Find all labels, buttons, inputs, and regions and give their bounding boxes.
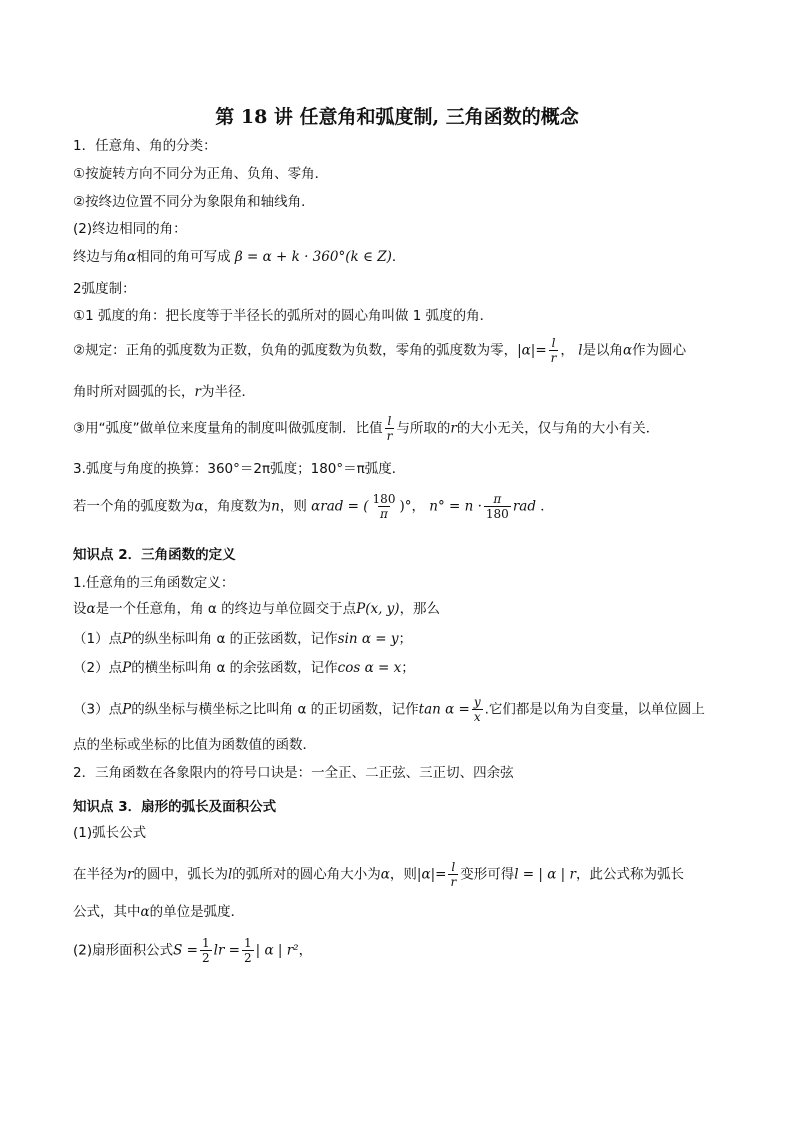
- text-segment: (2)扇形面积公式: [73, 942, 174, 959]
- text-line-2: ①按旋转方向不同分为正角、负角、零角．: [73, 166, 329, 182]
- text-segment: 变形可得: [460, 866, 515, 883]
- text-segment: ②规定：正角的弧度数为正数，负角的弧度数为负数，零角的弧度数为零，: [73, 342, 518, 359]
- text-segment: 相同的角可写成: [136, 249, 231, 265]
- fraction-denominator: π: [380, 507, 388, 521]
- math-p: P: [122, 631, 132, 647]
- math-r: r: [127, 866, 134, 883]
- text-segment: .它们都是以角为自变量，以单位圆上: [484, 701, 705, 718]
- fraction-denominator: 2: [244, 951, 252, 965]
- fraction-numerator: 1: [244, 936, 252, 950]
- text-line-1: 1．任意角、角的分类：: [73, 138, 217, 154]
- text-segment: ；: [401, 660, 415, 676]
- math-fraction: [448, 860, 458, 889]
- text-segment: ．: [391, 249, 406, 265]
- text-segment: 的大小无关，仅与角的大小有关．: [456, 420, 660, 437]
- math-formula: )°: [399, 498, 412, 515]
- fraction-denominator: r: [450, 875, 457, 889]
- text-line-4: (2)终边相同的角：: [73, 221, 187, 237]
- math-fraction: [200, 936, 212, 965]
- fraction-denominator: 2: [201, 951, 210, 965]
- text-segment: ．: [540, 498, 554, 515]
- text-line-5: [73, 248, 405, 266]
- text-line-22: [73, 903, 244, 921]
- text-line-10: [73, 414, 659, 443]
- text-segment: （3）点: [73, 701, 123, 718]
- section-heading-3: 知识点 3．扇形的弧长及面积公式: [73, 799, 277, 815]
- text-segment: 为半径．: [200, 384, 255, 400]
- text-line-11: 3.弧度与角度的换算：360°＝2π弧度；180°＝π弧度．: [73, 461, 406, 477]
- math-fraction: [549, 336, 559, 365]
- text-segment: ，角度数为: [203, 498, 272, 515]
- text-segment: 设: [73, 601, 87, 617]
- text-segment: ，: [560, 342, 574, 359]
- text-segment: 是以角: [582, 342, 624, 359]
- text-segment: 的单位是弧度．: [149, 904, 245, 920]
- text-line-6: 2弧度制：: [73, 281, 136, 297]
- fraction-denominator: r: [550, 351, 557, 365]
- math-formula: αrad = (: [311, 498, 369, 515]
- text-segment: 终边与角: [73, 249, 127, 265]
- text-segment: 角时所对圆弧的长，: [73, 384, 195, 400]
- text-segment: ，则: [389, 866, 417, 883]
- text-segment: （1）点: [73, 631, 123, 647]
- math-formula: n° = n ·: [429, 498, 482, 515]
- math-alpha: α: [86, 601, 96, 617]
- math-l: l: [578, 342, 583, 359]
- math-fraction: [242, 936, 254, 965]
- text-line-9: [73, 383, 255, 401]
- math-formula: l = | α | r: [514, 866, 576, 883]
- math-abs: |α|=: [517, 342, 547, 359]
- section-heading-2: 知识点 2．三角函数的定义: [73, 547, 236, 563]
- math-fraction: [371, 492, 398, 521]
- math-alpha: α: [194, 498, 204, 515]
- fraction-denominator: x: [473, 710, 481, 724]
- fraction-numerator: l: [451, 860, 456, 874]
- math-r: r: [194, 384, 201, 400]
- text-line-7: ①1 弧度的角：把长度等于半径长的弧所对的圆心角叫做 1 弧度的角．: [73, 308, 494, 324]
- math-alpha: α: [140, 904, 150, 920]
- text-segment: ；: [398, 631, 413, 647]
- math-point: P(x, y): [356, 601, 400, 617]
- math-alpha: α: [623, 342, 633, 359]
- text-segment: 的圆中，弧长为: [133, 866, 228, 883]
- text-line-8: [73, 336, 686, 365]
- text-line-19: 2．三角函数在各象限内的符号口诀是：一全正、二正弦、三正切、四余弦: [73, 765, 514, 781]
- fraction-numerator: π: [493, 492, 502, 506]
- text-line-20: (1)弧长公式: [73, 825, 147, 841]
- text-segment: 若一个角的弧度数为: [73, 498, 195, 515]
- fraction-denominator: r: [386, 429, 393, 443]
- text-line-13: 1.任意角的三角函数定义：: [73, 575, 235, 591]
- math-formula: sin α = y: [337, 631, 399, 647]
- text-segment: ，此公式称为弧长: [575, 866, 684, 883]
- text-segment: 的纵坐标叫角 α 的正弦函数，记作: [131, 631, 338, 647]
- math-formula: cos α = x: [337, 660, 402, 676]
- math-p: P: [122, 701, 132, 718]
- text-segment: 的弧所对的圆心角大小为: [232, 866, 381, 883]
- text-line-16: [73, 659, 415, 677]
- math-r: r: [450, 420, 457, 437]
- text-line-17: [73, 695, 705, 724]
- math-p: P: [122, 660, 132, 676]
- math-formula: rad: [512, 498, 536, 515]
- text-segment: ，那么: [399, 601, 441, 617]
- text-segment: 公式，其中: [73, 904, 141, 920]
- fraction-numerator: y: [473, 695, 481, 709]
- text-segment: （2）点: [73, 660, 123, 676]
- text-segment: ，: [411, 498, 425, 515]
- math-formula: lr =: [213, 942, 240, 959]
- text-segment: 与所取的: [396, 420, 451, 437]
- math-formula: S =: [173, 942, 198, 959]
- math-l: l: [227, 866, 233, 883]
- fraction-numerator: l: [387, 414, 392, 428]
- fraction-numerator: l: [551, 336, 556, 350]
- math-n: n: [271, 498, 280, 515]
- text-line-18: 点的坐标或坐标的比值为函数值的函数．: [73, 737, 316, 753]
- fraction-numerator: 1: [201, 936, 210, 950]
- text-segment: 作为圆心: [632, 342, 687, 359]
- text-segment: ，则: [279, 498, 307, 515]
- math-formula: tan α =: [418, 701, 470, 718]
- fraction-denominator: 180: [485, 507, 509, 521]
- math-fraction: [385, 414, 395, 443]
- math-fraction: [484, 492, 511, 521]
- math-abs: |α|=: [416, 866, 447, 883]
- text-segment: ③用“弧度”做单位来度量角的制度叫做弧度制．比值: [73, 420, 383, 437]
- text-line-21: [73, 860, 684, 889]
- text-segment: 是一个任意角，角 α 的终边与单位圆交于点: [95, 601, 357, 617]
- math-fraction: [472, 695, 483, 724]
- text-line-3: ②按终边位置不同分为象限角和轴线角．: [73, 194, 315, 210]
- text-line-15: [73, 630, 412, 648]
- text-segment: 在半径为: [73, 866, 127, 883]
- math-alpha: α: [380, 866, 390, 883]
- text-segment: ，: [298, 942, 313, 959]
- text-segment: 的纵坐标与横坐标之比叫角 α 的正切函数，记作: [131, 701, 419, 718]
- text-line-23: [73, 936, 312, 965]
- text-line-12: [73, 492, 554, 521]
- math-alpha: α: [127, 249, 137, 265]
- math-formula: β = α + k · 360°(k ∈ Z): [234, 249, 392, 265]
- math-formula: | α | r²: [255, 942, 299, 959]
- text-segment: 的横坐标叫角 α 的余弦函数，记作: [131, 660, 338, 676]
- text-line-14: [73, 600, 440, 618]
- page-title: 第 18 讲 任意角和弧度制, 三角函数的概念: [215, 106, 579, 128]
- fraction-numerator: 180: [372, 492, 396, 506]
